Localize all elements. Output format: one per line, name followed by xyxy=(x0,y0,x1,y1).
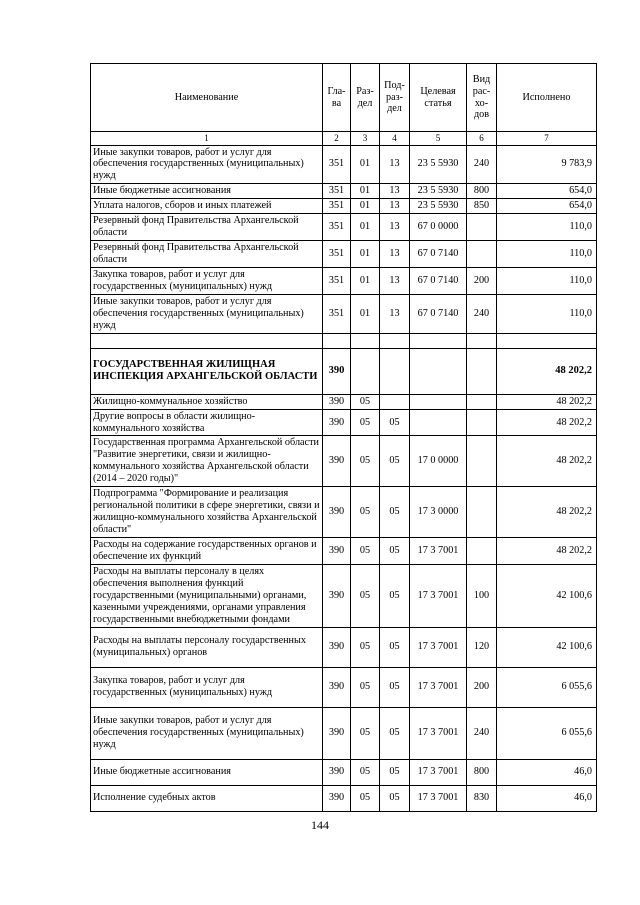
cell-glava: 351 xyxy=(323,294,351,333)
cell-name: Государственная программа Архангельской области "Развитие энергетики, связи и жилищно-коммунального хозяйства Архангельской области (2014 – 2020 годы)" xyxy=(91,436,323,487)
empty-cell xyxy=(380,333,410,348)
cell-name: Уплата налогов, сборов и иных платежей xyxy=(91,199,323,214)
cell-podrazdel: 13 xyxy=(380,214,410,241)
cell-target: 17 3 7001 xyxy=(410,759,467,785)
cell-target: 17 3 7001 xyxy=(410,627,467,667)
empty-cell xyxy=(91,333,323,348)
cell-podrazdel: 13 xyxy=(380,241,410,268)
cell-amount: 654,0 xyxy=(497,184,597,199)
cell-vid xyxy=(467,487,497,538)
cell-podrazdel: 13 xyxy=(380,199,410,214)
cell-amount: 48 202,2 xyxy=(497,409,597,436)
empty-cell xyxy=(323,333,351,348)
cell-vid xyxy=(467,409,497,436)
column-number: 4 xyxy=(380,132,410,146)
cell-razdel: 05 xyxy=(351,564,380,627)
cell-name: Иные закупки товаров, работ и услуг для обеспечения государственных (муниципальных) нужд xyxy=(91,294,323,333)
cell-podrazdel: 05 xyxy=(380,436,410,487)
cell-name: Исполнение судебных актов xyxy=(91,785,323,811)
cell-amount: 46,0 xyxy=(497,785,597,811)
cell-target: 23 5 5930 xyxy=(410,199,467,214)
header-target: Целевая статья xyxy=(410,64,467,132)
cell-razdel: 05 xyxy=(351,667,380,707)
cell-razdel: 01 xyxy=(351,294,380,333)
column-number: 7 xyxy=(497,132,597,146)
cell-glava: 390 xyxy=(323,707,351,759)
cell-vid: 850 xyxy=(467,199,497,214)
cell-amount: 110,0 xyxy=(497,267,597,294)
cell-podrazdel: 13 xyxy=(380,184,410,199)
cell-amount: 48 202,2 xyxy=(497,436,597,487)
cell-target: 17 3 0000 xyxy=(410,487,467,538)
table-row xyxy=(91,145,597,184)
cell-amount: 6 055,6 xyxy=(497,667,597,707)
cell-vid: 200 xyxy=(467,267,497,294)
cell-razdel: 05 xyxy=(351,785,380,811)
cell-podrazdel xyxy=(380,348,410,394)
cell-podrazdel: 05 xyxy=(380,785,410,811)
cell-name: Жилищно-коммунальное хозяйство xyxy=(91,394,323,409)
cell-glava: 390 xyxy=(323,409,351,436)
cell-glava: 351 xyxy=(323,267,351,294)
cell-glava: 390 xyxy=(323,394,351,409)
header-razdel: Раз- дел xyxy=(351,64,380,132)
header-name: Наименование xyxy=(91,64,323,132)
cell-podrazdel: 05 xyxy=(380,707,410,759)
cell-glava: 351 xyxy=(323,241,351,268)
cell-amount: 110,0 xyxy=(497,214,597,241)
cell-glava: 351 xyxy=(323,184,351,199)
cell-amount: 42 100,6 xyxy=(497,564,597,627)
cell-razdel: 01 xyxy=(351,241,380,268)
table-row xyxy=(91,759,597,785)
cell-glava: 390 xyxy=(323,667,351,707)
table-row xyxy=(91,241,597,268)
cell-podrazdel: 05 xyxy=(380,487,410,538)
cell-glava: 390 xyxy=(323,436,351,487)
cell-target: 67 0 7140 xyxy=(410,294,467,333)
cell-vid xyxy=(467,348,497,394)
cell-podrazdel: 05 xyxy=(380,409,410,436)
cell-vid xyxy=(467,214,497,241)
cell-podrazdel: 05 xyxy=(380,627,410,667)
empty-cell xyxy=(467,333,497,348)
cell-podrazdel: 05 xyxy=(380,667,410,707)
cell-amount: 6 055,6 xyxy=(497,707,597,759)
cell-vid: 240 xyxy=(467,145,497,184)
cell-target xyxy=(410,409,467,436)
page-number: 144 xyxy=(311,818,329,832)
cell-amount: 48 202,2 xyxy=(497,348,597,394)
column-numbers-row xyxy=(91,132,597,146)
cell-podrazdel: 05 xyxy=(380,759,410,785)
cell-vid xyxy=(467,241,497,268)
header-glava: Гла- ва xyxy=(323,64,351,132)
cell-amount: 42 100,6 xyxy=(497,627,597,667)
cell-razdel xyxy=(351,348,380,394)
cell-vid: 200 xyxy=(467,667,497,707)
cell-razdel: 05 xyxy=(351,707,380,759)
column-number: 2 xyxy=(323,132,351,146)
cell-podrazdel: 05 xyxy=(380,537,410,564)
cell-name: Резервный фонд Правительства Архангельской области xyxy=(91,241,323,268)
cell-razdel: 05 xyxy=(351,394,380,409)
cell-razdel: 05 xyxy=(351,487,380,538)
cell-razdel: 01 xyxy=(351,214,380,241)
table-row xyxy=(91,394,597,409)
cell-name: Расходы на содержание государственных органов и обеспечение их функций xyxy=(91,537,323,564)
cell-podrazdel: 13 xyxy=(380,267,410,294)
column-number: 5 xyxy=(410,132,467,146)
cell-glava: 351 xyxy=(323,145,351,184)
table-row xyxy=(91,667,597,707)
cell-target: 17 3 7001 xyxy=(410,667,467,707)
cell-podrazdel: 13 xyxy=(380,294,410,333)
cell-amount: 46,0 xyxy=(497,759,597,785)
cell-razdel: 01 xyxy=(351,184,380,199)
cell-target: 23 5 5930 xyxy=(410,184,467,199)
cell-podrazdel: 05 xyxy=(380,564,410,627)
cell-vid: 100 xyxy=(467,564,497,627)
cell-amount: 9 783,9 xyxy=(497,145,597,184)
empty-cell xyxy=(410,333,467,348)
cell-target: 17 3 7001 xyxy=(410,537,467,564)
header-vid: Вид рас- хо- дов xyxy=(467,64,497,132)
table-row xyxy=(91,294,597,333)
cell-podrazdel xyxy=(380,394,410,409)
cell-name: Иные бюджетные ассигнования xyxy=(91,759,323,785)
cell-vid: 800 xyxy=(467,184,497,199)
table-row xyxy=(91,537,597,564)
cell-podrazdel: 13 xyxy=(380,145,410,184)
table-row xyxy=(91,184,597,199)
cell-target: 17 3 7001 xyxy=(410,785,467,811)
table-row xyxy=(91,564,597,627)
cell-target: 67 0 7140 xyxy=(410,241,467,268)
cell-target: 17 3 7001 xyxy=(410,564,467,627)
cell-razdel: 01 xyxy=(351,145,380,184)
cell-amount: 48 202,2 xyxy=(497,537,597,564)
table-row xyxy=(91,199,597,214)
cell-name: Расходы на выплаты персоналу государственных (муниципальных) органов xyxy=(91,627,323,667)
table-row xyxy=(91,785,597,811)
table-row xyxy=(91,436,597,487)
cell-name: Подпрограмма "Формирование и реализация региональной политики в сфере энергетики, связи и жилищно-коммунального хозяйства Архангельской области" xyxy=(91,487,323,538)
cell-vid: 800 xyxy=(467,759,497,785)
cell-glava: 390 xyxy=(323,759,351,785)
cell-razdel: 05 xyxy=(351,436,380,487)
cell-name: Расходы на выплаты персоналу в целях обеспечения выполнения функций государственными (муниципальными) органами, казенными учреждениями, органами управления государственными внебюджетными фондами xyxy=(91,564,323,627)
cell-vid: 120 xyxy=(467,627,497,667)
column-number: 1 xyxy=(91,132,323,146)
cell-target: 67 0 0000 xyxy=(410,214,467,241)
cell-name: ГОСУДАРСТВЕННАЯ ЖИЛИЩНАЯ ИНСПЕКЦИЯ АРХАНГЕЛЬСКОЙ ОБЛАСТИ xyxy=(91,348,323,394)
cell-razdel: 05 xyxy=(351,759,380,785)
cell-amount: 48 202,2 xyxy=(497,487,597,538)
column-number: 6 xyxy=(467,132,497,146)
cell-name: Иные закупки товаров, работ и услуг для обеспечения государственных (муниципальных) нужд xyxy=(91,707,323,759)
cell-glava: 390 xyxy=(323,348,351,394)
cell-razdel: 01 xyxy=(351,267,380,294)
table-row xyxy=(91,487,597,538)
cell-target xyxy=(410,394,467,409)
table-body xyxy=(91,132,597,812)
cell-glava: 390 xyxy=(323,564,351,627)
cell-vid: 240 xyxy=(467,707,497,759)
cell-target: 17 0 0000 xyxy=(410,436,467,487)
table-row xyxy=(91,627,597,667)
cell-glava: 390 xyxy=(323,487,351,538)
cell-name: Закупка товаров, работ и услуг для государственных (муниципальных) нужд xyxy=(91,667,323,707)
cell-amount: 110,0 xyxy=(497,241,597,268)
cell-vid xyxy=(467,436,497,487)
cell-name: Резервный фонд Правительства Архангельской области xyxy=(91,214,323,241)
cell-amount: 110,0 xyxy=(497,294,597,333)
column-number: 3 xyxy=(351,132,380,146)
header-executed: Исполнено xyxy=(497,64,597,132)
section-row xyxy=(91,348,597,394)
cell-razdel: 01 xyxy=(351,199,380,214)
cell-vid: 240 xyxy=(467,294,497,333)
cell-target: 17 3 7001 xyxy=(410,707,467,759)
cell-target: 23 5 5930 xyxy=(410,145,467,184)
budget-table xyxy=(90,63,597,812)
cell-vid xyxy=(467,537,497,564)
empty-cell xyxy=(497,333,597,348)
cell-razdel: 05 xyxy=(351,627,380,667)
blank-row xyxy=(91,333,597,348)
table-row xyxy=(91,267,597,294)
table-row xyxy=(91,214,597,241)
cell-glava: 351 xyxy=(323,199,351,214)
cell-glava: 390 xyxy=(323,785,351,811)
cell-amount: 48 202,2 xyxy=(497,394,597,409)
header-podrazdel: Под- раз- дел xyxy=(380,64,410,132)
empty-cell xyxy=(351,333,380,348)
cell-name: Другие вопросы в области жилищно-коммунального хозяйства xyxy=(91,409,323,436)
cell-vid: 830 xyxy=(467,785,497,811)
cell-target xyxy=(410,348,467,394)
cell-amount: 654,0 xyxy=(497,199,597,214)
table-row xyxy=(91,707,597,759)
cell-vid xyxy=(467,394,497,409)
cell-glava: 390 xyxy=(323,537,351,564)
cell-name: Закупка товаров, работ и услуг для государственных (муниципальных) нужд xyxy=(91,267,323,294)
table-row xyxy=(91,409,597,436)
cell-glava: 390 xyxy=(323,627,351,667)
cell-name: Иные бюджетные ассигнования xyxy=(91,184,323,199)
cell-razdel: 05 xyxy=(351,409,380,436)
cell-name: Иные закупки товаров, работ и услуг для обеспечения государственных (муниципальных) нужд xyxy=(91,145,323,184)
cell-glava: 351 xyxy=(323,214,351,241)
table-header xyxy=(91,64,597,132)
cell-razdel: 05 xyxy=(351,537,380,564)
cell-target: 67 0 7140 xyxy=(410,267,467,294)
